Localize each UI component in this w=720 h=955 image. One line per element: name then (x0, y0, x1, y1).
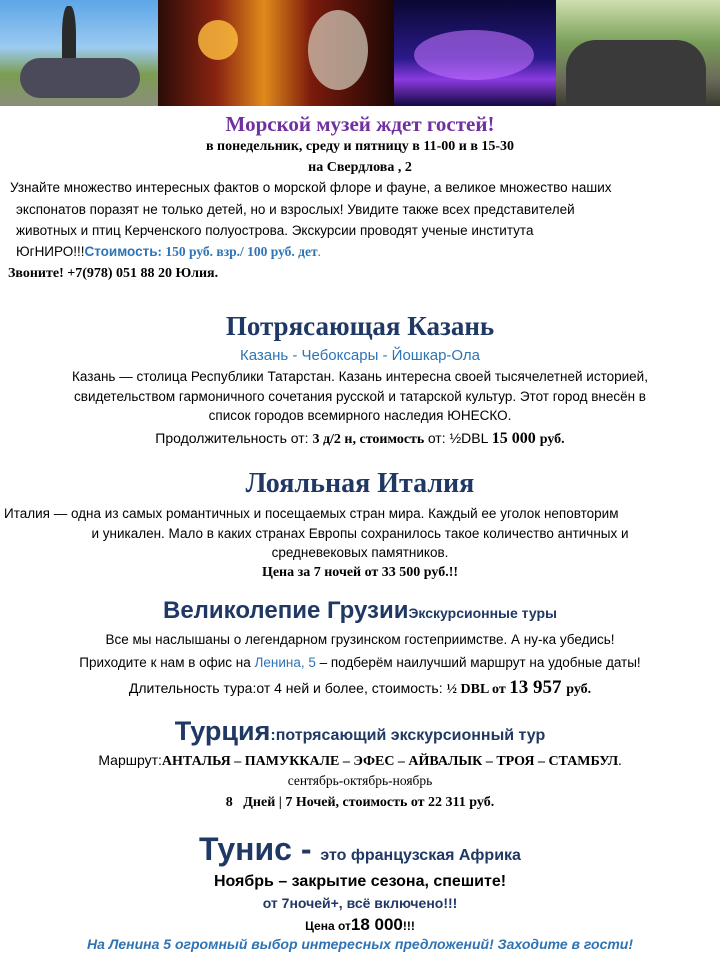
museum-title: Морской музей ждет гостей! (225, 112, 495, 136)
footer-invite: Заходите в гости! (493, 936, 634, 952)
museum-price: : 150 руб. взр./ 100 руб. дет (157, 244, 318, 259)
tunis-title: Тунис - (199, 831, 321, 867)
photo-light-fountain (394, 0, 556, 106)
kazan-desc-3: список городов всемирного наследия ЮНЕСКО. (208, 408, 512, 423)
turkey-route-dot: . (618, 754, 622, 769)
photo-fire-show (158, 0, 394, 106)
tunis-price (0, 915, 720, 935)
georgia-title: Великолепие Грузии (162, 597, 409, 624)
georgia-duration (0, 677, 720, 699)
kazan-desc-2: свидетельством гармоничного сочетания русской и татарской культур. Этот город внесён в (74, 389, 646, 404)
georgia-duration-label: Длительность тура:от 4 ней и более, стоимость: (128, 680, 447, 696)
museum-desc-4 (16, 244, 720, 260)
turkey-route (0, 752, 720, 770)
tunis-price-value: 18 000 (350, 915, 403, 934)
photo-strip (0, 0, 720, 106)
kazan-duration (0, 430, 720, 448)
tunis-subtitle: это французская Африка (320, 847, 521, 864)
tunis-price-from: от (337, 919, 351, 933)
museum-phone: Звоните! +7(978) 051 88 20 Юлия. (8, 266, 219, 281)
kazan-dbl: от: ½DBL (427, 430, 492, 446)
museum-price-label: Стоимость (84, 244, 158, 259)
georgia-price: 13 957 (509, 677, 567, 698)
turkey-title: Турция (174, 716, 271, 746)
kazan-title: Потрясающая Казань (225, 311, 495, 341)
tunis-inclusive (0, 895, 720, 911)
georgia-route-text: – подберём наилучший маршрут на удобные даты! (315, 655, 641, 670)
kazan-duration-label: Продолжительность от: (155, 430, 313, 446)
tunis-heading (0, 831, 720, 868)
turkey-subtitle: :потрясающий экскурсионный тур (270, 727, 546, 744)
georgia-office-text: Приходите к нам в офис на (79, 655, 255, 670)
museum-address: на Свердлова , 2 (308, 160, 412, 175)
footer-slogan (0, 936, 720, 952)
kazan-price: 15 000 (491, 430, 540, 447)
georgia-address: Ленина, 5 (254, 655, 316, 670)
tunis-nights-label: ночей (289, 895, 331, 911)
turkey-months: сентябрь-октябрь-ноябрь (287, 773, 433, 788)
georgia-currency: руб. (566, 682, 592, 697)
italy-title: Лояльная Италия (245, 468, 475, 499)
photo-tourist-group (556, 0, 720, 106)
footer-address: На Ленина 5 (86, 936, 175, 952)
museum-desc-3: животных и птиц Керченского полуострова. Экскурсии проводят ученые института (16, 223, 534, 238)
photo-fountain-group (0, 0, 158, 106)
turkey-heading (0, 716, 720, 747)
tunis-price-label: Цена (305, 919, 338, 933)
tunis-all-inclusive: +, всё включено!!! (330, 895, 458, 911)
italy-desc-3: средневековых памятников. (271, 545, 449, 560)
footer-offer: огромный выбор интересных предложений! (174, 936, 494, 952)
italy-price: Цена за 7 ночей от 33 500 руб.!! (261, 565, 459, 580)
kazan-desc-1: Казань — столица Республики Татарстан. Казань интересна своей тысячелетней историей, (72, 369, 648, 384)
tunis-price-exclaim: !!! (402, 919, 415, 933)
museum-desc-2: экспонатов поразят не только детей, но и взрослых! Увидите также всех представителей (16, 202, 575, 217)
museum-institute: ЮгНИРО!!! (16, 244, 85, 259)
italy-desc-2: и уникален. Мало в каких странах Европы сохранилось такое количество античных и (91, 526, 629, 541)
georgia-subtitle: Экскурсионные туры (408, 605, 557, 621)
turkey-route-cities: АНТАЛЬЯ – ПАМУККАЛЕ – ЭФЕС – АЙВАЛЫК – ТРОЯ – СТАМБУЛ (161, 754, 619, 769)
italy-desc-1: Италия — одна из самых романтичных и посещаемых стран мира. Каждый ее уголок неповторим (4, 506, 619, 521)
kazan-nights: 3 д/2 н, стоимость (312, 432, 428, 447)
museum-price-dot: . (317, 244, 321, 259)
museum-days: в понедельник, среду и пятницу в 11-00 и в 15-30 (205, 139, 515, 154)
kazan-route: Казань - Чебоксары - Йошкар-Ола (239, 347, 480, 364)
georgia-heading (0, 597, 720, 625)
tunis-nights-count: от 7 (262, 895, 290, 911)
turkey-route-label: Маршрут: (98, 752, 162, 768)
museum-desc-1: Узнайте множество интересных фактов о морской флоре и фауне, а великое множество наших (10, 180, 612, 195)
georgia-desc-2 (0, 655, 720, 670)
georgia-dbl: ½ DBL от (446, 682, 510, 697)
georgia-desc-1: Все мы наслышаны о легендарном грузинском гостеприимстве. А ну-ка убедись! (105, 632, 615, 647)
tunis-season: Ноябрь – закрытие сезона, спешите! (213, 873, 507, 890)
kazan-currency: руб. (539, 432, 565, 447)
turkey-price: 8 Дней | 7 Ночей, стоимость от 22 311 руб. (225, 795, 495, 810)
